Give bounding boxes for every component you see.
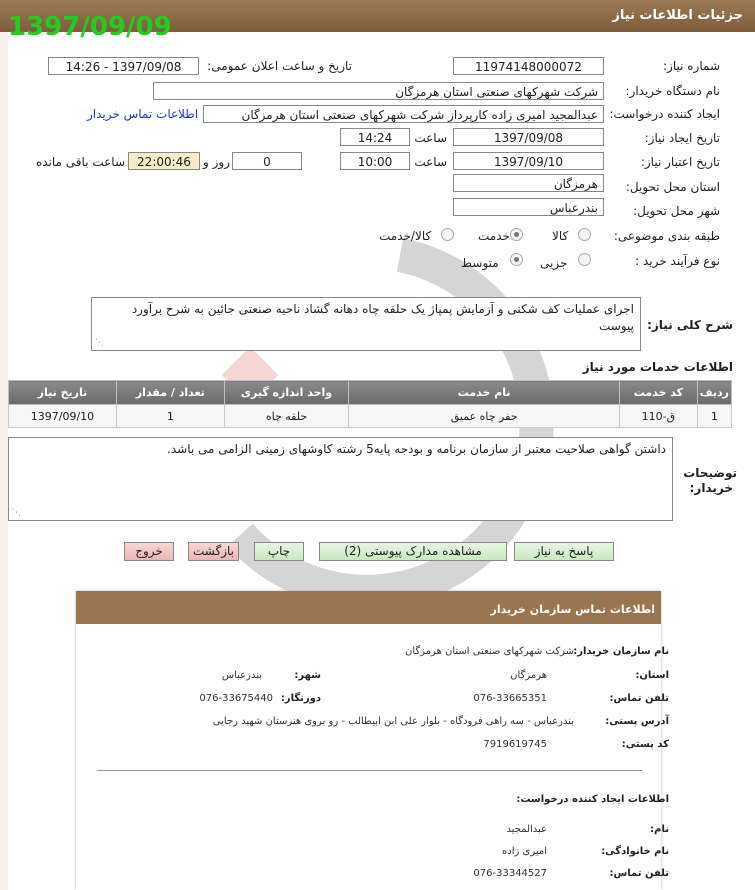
contact-city-label: شهر: <box>294 670 321 681</box>
need-number-label: شماره نیاز: <box>663 59 720 73</box>
process-option-small: جزیی <box>540 256 568 270</box>
reply-button[interactable]: پاسخ به نیاز <box>514 542 614 561</box>
validity-date-label: تاریخ اعتبار نیاز: <box>640 155 720 169</box>
province-label: استان محل تحویل: <box>625 180 720 194</box>
validity-time-label: ساعت <box>414 155 447 169</box>
contact-postal-value: 7919619745 <box>483 739 547 750</box>
resize-grip-icon: ⋰ <box>12 508 21 518</box>
buyer-org-field: شرکت شهرکهای صنعتی استان هرمزگان <box>153 82 604 100</box>
category-label: طبقه بندی موضوعی: <box>613 229 720 243</box>
cell-row: 1 <box>697 405 731 428</box>
contact-province-label: استان: <box>635 670 669 681</box>
resize-grip-icon: ⋰ <box>95 338 104 348</box>
print-button[interactable]: چاپ <box>254 542 304 561</box>
creator-phone-label: تلفن تماس: <box>609 868 669 879</box>
creator-first-name-value: عبدالمجید <box>506 824 547 835</box>
contact-org-value: شرکت شهرکهای صنعتی استان هرمزگان <box>404 646 574 657</box>
contact-city-value: بندرعباس <box>221 670 262 681</box>
contact-fax-label: دورنگار: <box>280 693 321 704</box>
days-field: 0 <box>232 152 302 170</box>
need-number-field: 11974148000072 <box>453 57 604 75</box>
category-option-service: خدمت <box>478 229 510 243</box>
col-code: کد خدمت <box>619 381 697 405</box>
left-strip <box>0 32 8 890</box>
services-table <box>8 380 732 428</box>
description-label: شرح کلی نیاز: <box>647 318 733 332</box>
buyer-notes-label-2: خریدار: <box>689 481 733 495</box>
creator-last-name-value: امیری زاده <box>502 846 547 857</box>
contact-postal-label: کد پستی: <box>621 739 669 750</box>
announce-label: تاریخ و ساعت اعلان عمومی: <box>207 59 352 73</box>
exit-button[interactable]: خروج <box>124 542 174 561</box>
category-radio-service[interactable] <box>510 228 523 241</box>
contact-province-value: هرمزگان <box>510 670 547 681</box>
contact-divider <box>97 770 642 771</box>
contact-org-label: نام سازمان خریدار: <box>573 646 669 657</box>
process-radio-medium[interactable] <box>510 253 523 266</box>
validity-date-field: 1397/09/10 <box>453 152 604 170</box>
table-row <box>9 405 732 428</box>
contact-address-value: بندرعباس - سه راهی فرودگاه - بلوار علی ابن ابیطالب - رو بروی هنرستان شهید رجایی <box>212 716 574 727</box>
contact-card-title: اطلاعات تماس سازمان خریدار <box>490 603 655 616</box>
buyer-org-label: نام دستگاه خریدار: <box>625 84 720 98</box>
description-textarea <box>91 297 641 351</box>
created-date-label: تاریخ ایجاد نیاز: <box>644 131 720 145</box>
category-radio-goods[interactable] <box>578 228 591 241</box>
days-label: روز و <box>203 155 230 169</box>
contact-phone-label: تلفن تماس: <box>609 693 669 704</box>
cell-name: حفر چاه عمیق <box>349 405 620 428</box>
creator-first-name-label: نام: <box>650 824 669 835</box>
col-unit: واحد اندازه گیری <box>224 381 348 405</box>
buyer-contact-link[interactable]: اطلاعات تماس خریدار <box>87 107 199 121</box>
province-field: هرمزگان <box>453 174 604 192</box>
process-label: نوع فرآیند خرید : <box>635 254 720 268</box>
cell-unit: حلقه چاه <box>224 405 348 428</box>
contact-phone-value: 076-33665351 <box>473 693 547 704</box>
process-option-medium: متوسط <box>461 256 499 270</box>
page-title: جزئیات اطلاعات نیاز <box>612 8 743 23</box>
category-radio-both[interactable] <box>441 228 454 241</box>
services-title: اطلاعات خدمات مورد نیاز <box>582 360 733 374</box>
requester-field: عبدالمجید امیری زاده کارپرداز شرکت شهرکهای صنعتی استان هرمزگان <box>203 105 604 123</box>
contact-card <box>76 591 661 890</box>
contact-fax-value: 076-33675440 <box>199 693 273 704</box>
back-button[interactable]: بازگشت <box>188 542 239 561</box>
buyer-notes-label-1: توضیحات <box>683 466 737 480</box>
description-text: اجرای عملیات کف شکنی و آزمایش پمپاژ یک حلقه چاه دهانه گشاد ناحیه صنعتی جائین به شرح برآورد پیوست <box>131 302 634 333</box>
created-time-label: ساعت <box>414 131 447 145</box>
city-field: بندرعباس <box>453 198 604 216</box>
creator-phone-value: 076-33344527 <box>473 868 547 879</box>
cell-qty: 1 <box>116 405 224 428</box>
date-stamp: 1397/09/09 <box>8 12 172 42</box>
col-date: تاریخ نیاز <box>9 381 117 405</box>
process-radio-small[interactable] <box>578 253 591 266</box>
cell-date: 1397/09/10 <box>9 405 117 428</box>
contact-address-label: آدرس پستی: <box>605 716 669 727</box>
category-option-goods: کالا <box>552 229 569 243</box>
buyer-notes-text: داشتن گواهی صلاحیت معتبر از سازمان برنامه و بودجه پایه5 رشته کاوشهای زمینی الزامی می باشد. <box>167 442 666 456</box>
announce-field: 1397/09/08 - 14:26 <box>48 57 199 75</box>
buyer-notes-textarea <box>8 437 673 521</box>
created-time-field: 14:24 <box>340 128 410 146</box>
validity-time-field: 10:00 <box>340 152 410 170</box>
cell-code: ق-110 <box>619 405 697 428</box>
col-name: نام خدمت <box>349 381 620 405</box>
category-option-both: کالا/خدمت <box>379 229 432 243</box>
remaining-field: 22:00:46 <box>128 152 200 170</box>
created-date-field: 1397/09/08 <box>453 128 604 146</box>
remaining-label: ساعت باقی مانده <box>35 155 125 169</box>
col-row: ردیف <box>697 381 731 405</box>
city-label: شهر محل تحویل: <box>633 204 720 218</box>
creator-title: اطلاعات ایجاد کننده درخواست: <box>516 794 669 805</box>
requester-label: ایجاد کننده درخواست: <box>609 107 720 121</box>
view-docs-button[interactable]: مشاهده مدارک پیوستی (2) <box>319 542 507 561</box>
col-qty: تعداد / مقدار <box>116 381 224 405</box>
creator-last-name-label: نام خانوادگی: <box>601 846 669 857</box>
